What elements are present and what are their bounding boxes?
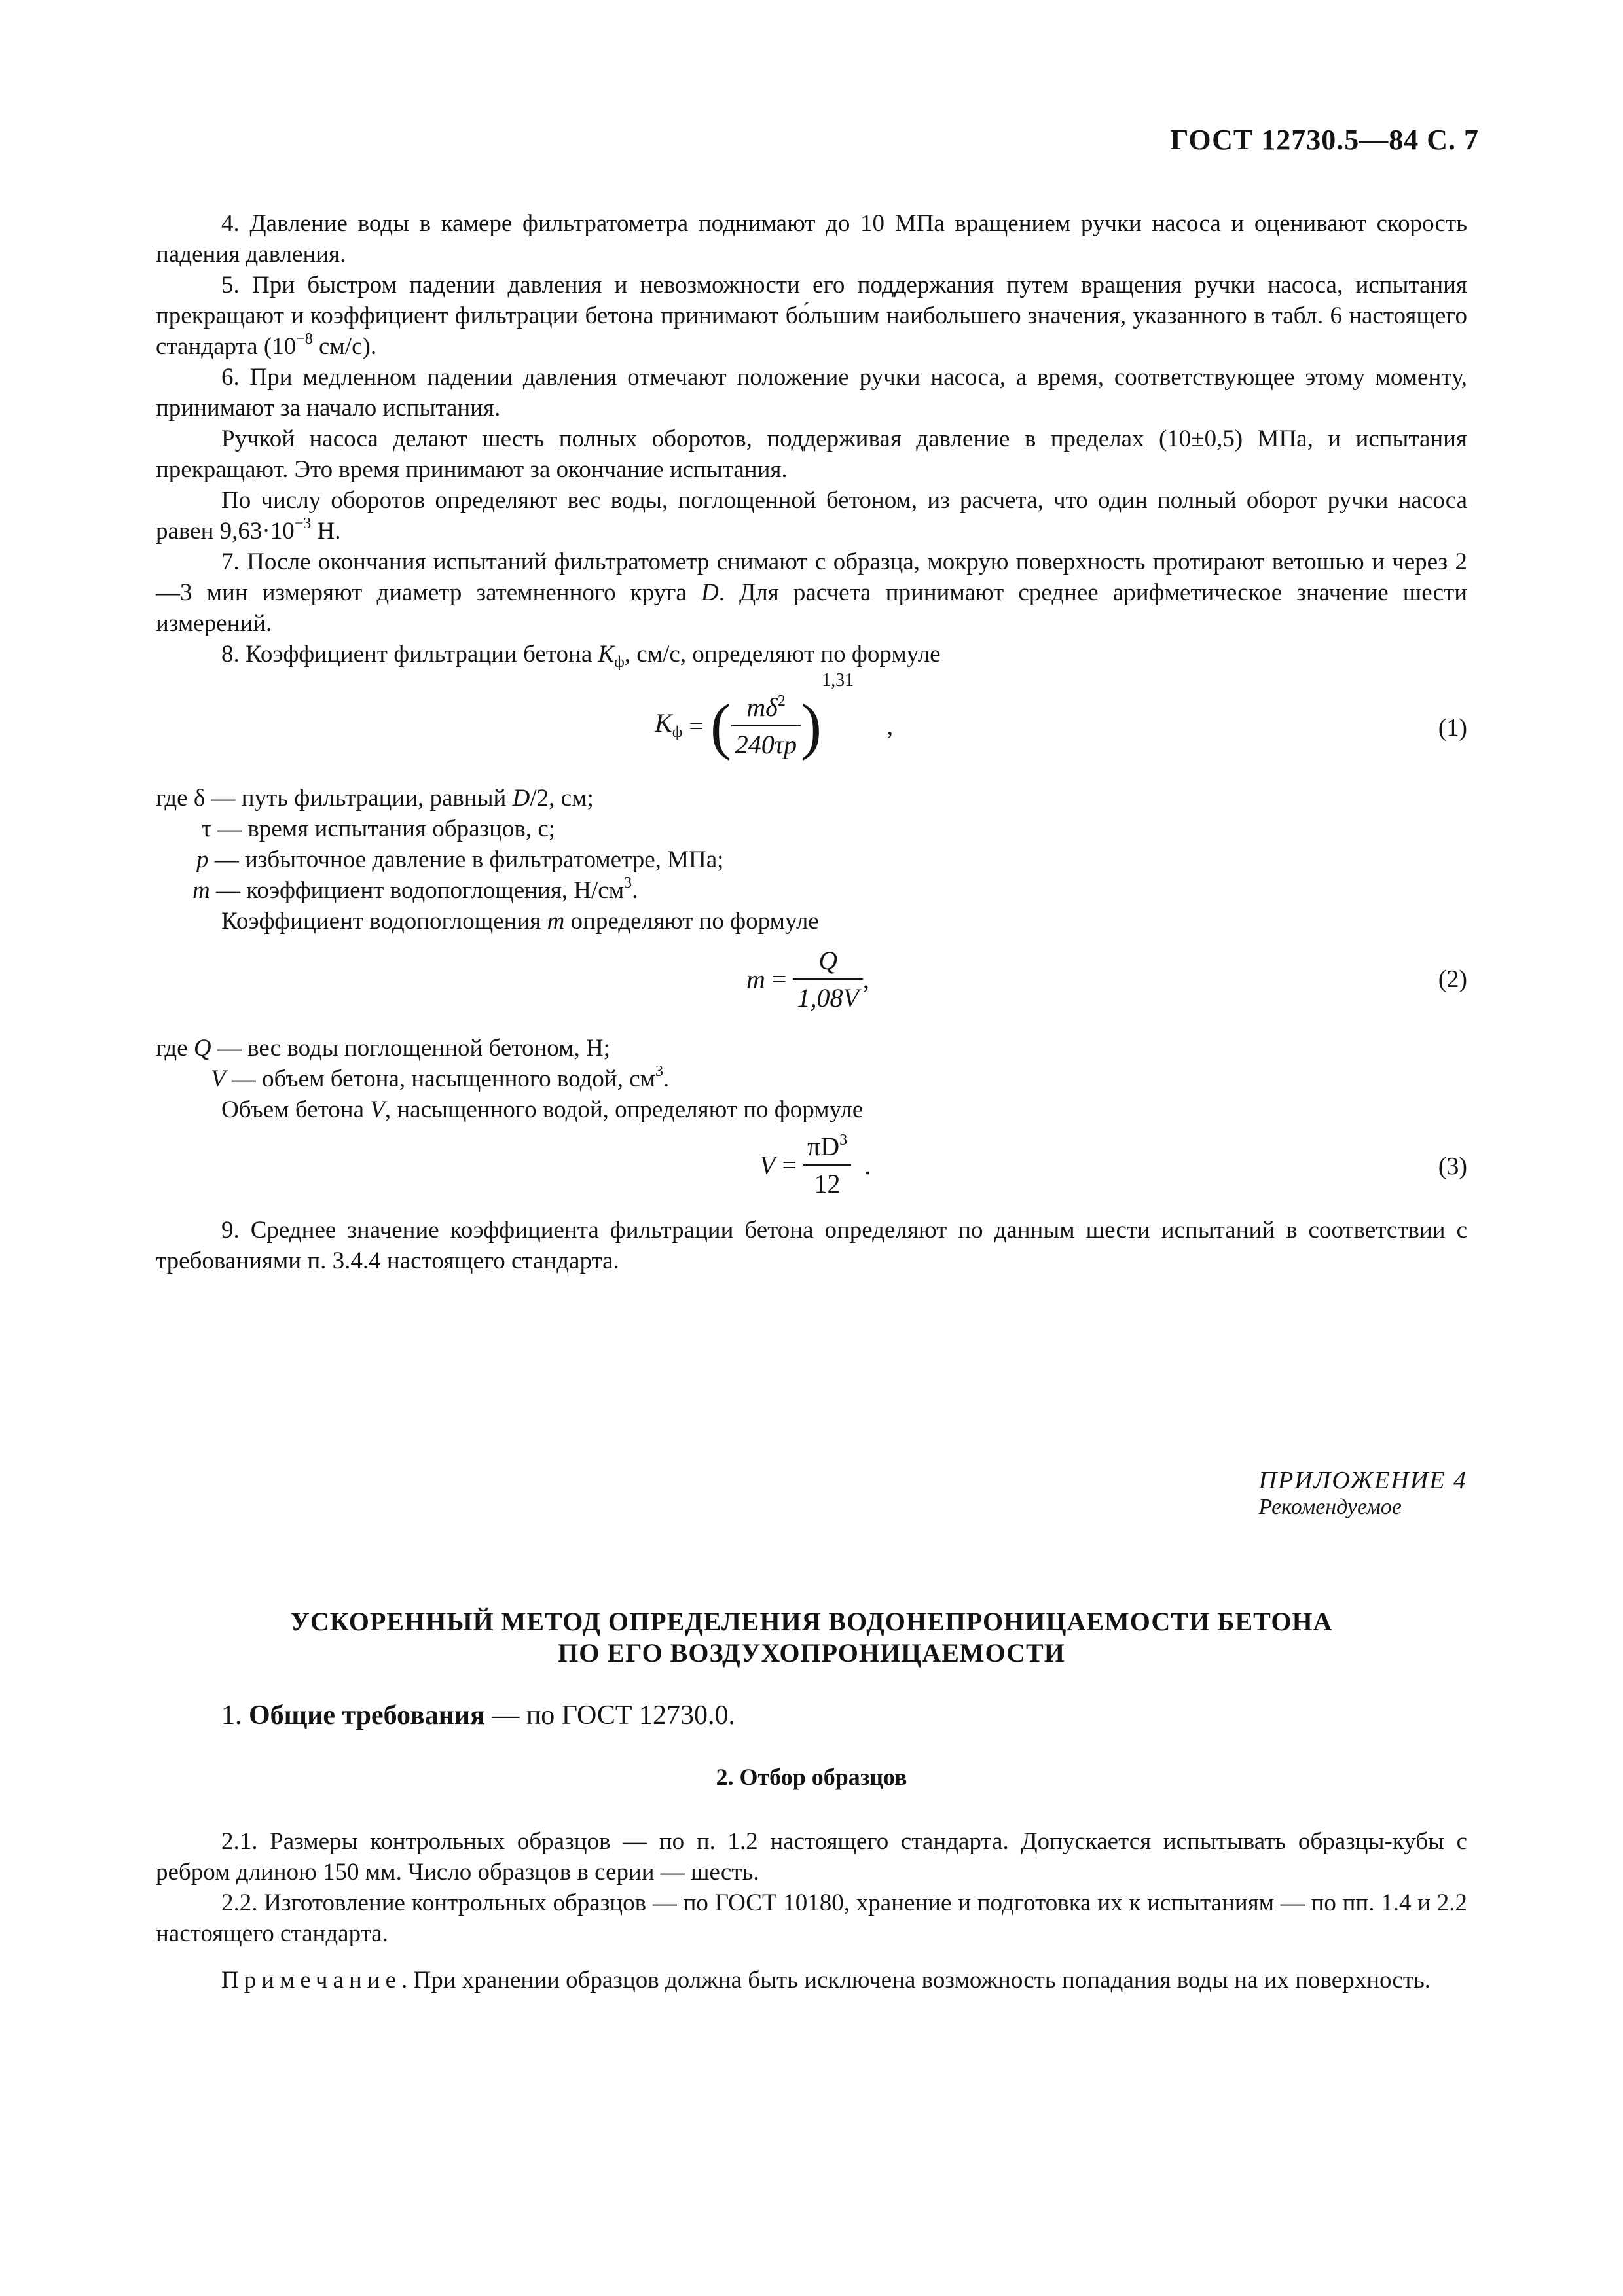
formula-2-denominator: 1,08V (797, 983, 859, 1013)
section-2-title: 2. Отбор образцов (716, 1764, 907, 1790)
formula-1-denominator: 240τp (735, 729, 797, 759)
formula-2: m = $\frac{Q}{1,08V}$ , (746, 946, 869, 1013)
where-1-r1v: D (512, 785, 530, 812)
note-paragraph (156, 1965, 1467, 1996)
where-2-r3a: Объем бетона (221, 1096, 371, 1123)
paragraph-6: 6. При медленном падении давления отмечают положение ручки насоса, а время, соответствующее этому моменту, принимают за начало испытания. (156, 364, 1467, 422)
where-1-r5v: m (547, 908, 565, 935)
formula-1-num-exp: 2 (777, 692, 786, 709)
where-block-1 (156, 783, 819, 937)
where-2-r1a: где (156, 1035, 194, 1062)
where-block-2 (156, 1033, 863, 1125)
paragraph-5 (156, 270, 1467, 362)
paragraph-6c-text: По числу оборотов определяют вес воды, поглощенной бетоном, из расчета, что один полный оборот ручки насоса равен 9,63·10 (156, 487, 1467, 545)
where-2-r2v: V (211, 1066, 226, 1092)
formula-3-fraction (803, 1131, 851, 1199)
paragraph-5-text: 5. При быстром падении давления и невозможности его поддержания путем вращения ручки насоса, испытания прекращают и коэффициент фильтрации бетона принимают бо́льшим наибольшего значения, указанного в табл. 6 настоящего стандарта (10 (156, 272, 1467, 360)
section-title (156, 1606, 1467, 1669)
formula-3-lhs: V (759, 1150, 776, 1180)
formula-1-lhs: K (655, 708, 672, 738)
formula-3-number: (3) (1438, 1153, 1467, 1180)
body-text-p9 (156, 1215, 1467, 1276)
where-1-row-5 (156, 906, 819, 937)
where-2-r2: — объем бетона, насыщенного водой, см (225, 1066, 656, 1092)
appendix-subtitle: Рекомендуемое (1258, 1495, 1402, 1519)
paragraph-8 (156, 639, 1467, 670)
section-1-num: 1. (221, 1700, 249, 1731)
section-2-body (156, 1826, 1467, 1949)
where-1-r3v: p (196, 846, 209, 873)
appendix-label (1259, 1466, 1467, 1520)
formula-3-denominator: 12 (814, 1169, 841, 1198)
section-title-line-2: ПО ЕГО ВОЗДУХОПРОНИЦАЕМОСТИ (558, 1638, 1065, 1668)
section-1-line (156, 1700, 1467, 1731)
section-1 (156, 1700, 1467, 1731)
where-1-r4: — коэффициент водопоглощения, Н/см (210, 877, 625, 904)
formula-2-numerator: Q (818, 946, 838, 975)
where-1-r1a: где δ — путь фильтрации, равный (156, 785, 513, 812)
paragraph-8-end: , см/с, определяют по формуле (624, 641, 941, 668)
paragraph-7-var: D (701, 579, 719, 606)
formula-1-numerator: mδ (746, 692, 778, 722)
formula-3-num-exp: 3 (839, 1132, 848, 1149)
paragraph-7-text: 7. После окончания испытаний фильтратометр снимают с образца, мокрую поверхность протирают ветошью и через 2—3 мин измеряют диаметр затемненного круга (156, 548, 1467, 606)
where-1-r1b: /2, см; (530, 785, 594, 812)
where-1-r4v: m (192, 877, 210, 904)
formula-3: V = $\frac{\pi D^3}{12}$ . (759, 1132, 871, 1198)
where-1-row-3 (156, 844, 819, 875)
paragraph-6c-exponent: −3 (294, 515, 312, 532)
note-block (156, 1965, 1467, 1996)
where-1-r3: — избыточное давление в фильтратометре, МПа; (208, 846, 724, 873)
paragraph-6c (156, 485, 1467, 547)
where-2-row-3 (156, 1094, 863, 1125)
where-2-r2e: 3 (655, 1063, 664, 1080)
paragraph-6c-end: Н. (311, 518, 341, 545)
formula-3-tail: . (864, 1150, 871, 1180)
paragraph-9: 9. Среднее значение коэффициента фильтрации бетона определяют по данным шести испытаний в соответствии с требованиями п. 3.4.4 настоящего стандарта. (156, 1217, 1467, 1274)
body-text-top (156, 208, 1467, 670)
formula-1-fraction (731, 692, 801, 760)
page-header: ГОСТ 12730.5—84 С. 7 (1170, 124, 1479, 156)
where-1-row-4 (156, 875, 819, 906)
paragraph-4: 4. Давление воды в камере фильтратометра поднимают до 10 МПа вращением ручки насоса и оценивают скорость падения давления. (156, 210, 1467, 268)
section-1-bold: Общие требования (249, 1700, 485, 1731)
section-1-rest: — по ГОСТ 12730.0. (484, 1700, 736, 1731)
paragraph-8-text: 8. Коэффициент фильтрации бетона (221, 641, 598, 668)
formula-1: $K_ф$ = ( $\frac{m\delta^2}{240\tau p}$ )$^{1,31}$ , (655, 670, 894, 761)
paragraph-7-end: . Для расчета принимают среднее арифметическое значение шести измерений. (156, 579, 1467, 637)
paragraph-5-end: см/с). (312, 333, 377, 360)
where-1-r4end: . (632, 877, 638, 904)
where-2-row-2 (156, 1064, 863, 1094)
paragraph-8-sub: ф (614, 654, 625, 671)
where-2-r3b: , насыщенного водой, определяют по формуле (384, 1096, 864, 1123)
where-2-r3v: V (370, 1096, 385, 1123)
formula-1-lhs-sub: ф (672, 724, 683, 741)
formula-2-fraction (793, 945, 862, 1013)
where-1-r5b: определяют по формуле (564, 908, 819, 935)
appendix-title: ПРИЛОЖЕНИЕ 4 (1258, 1467, 1467, 1494)
where-1-row-2: τ — время испытания образцов, с; (202, 816, 556, 842)
where-2-r1v: Q (193, 1035, 211, 1062)
where-2-r2end: . (663, 1066, 670, 1092)
formula-3-numerator: πD (807, 1132, 840, 1161)
formula-1-exponent: 1,31 (822, 670, 854, 691)
where-2-r1b: — вес воды поглощенной бетоном, Н; (211, 1035, 611, 1062)
section-title-line-1: УСКОРЕННЫЙ МЕТОД ОПРЕДЕЛЕНИЯ ВОДОНЕПРОНИЦАЕМОСТИ БЕТОНА (290, 1607, 1333, 1636)
paragraph-2-2: 2.2. Изготовление контрольных образцов — по ГОСТ 10180, хранение и подготовка их к испытаниям — по пп. 1.4 и 2.2 настоящего стандарта. (156, 1890, 1467, 1947)
where-2-row-1 (156, 1033, 863, 1064)
paragraph-7 (156, 547, 1467, 639)
formula-1-number: (1) (1438, 714, 1467, 742)
where-1-r5a: Коэффициент водопоглощения (221, 908, 547, 935)
formula-2-number: (2) (1438, 965, 1467, 993)
where-1-row-1 (156, 783, 819, 814)
note-text: . При хранении образцов должна быть исключена возможность попадания воды на их поверхность. (401, 1967, 1431, 1994)
paragraph-6b: Ручкой насоса делают шесть полных оборотов, поддерживая давление в пределах (10±0,5) МПа, и испытания прекращают. Это время принимают за окончание испытания. (156, 425, 1467, 483)
paragraph-5-exponent: −8 (296, 331, 313, 348)
formula-2-lhs: m (746, 964, 765, 994)
where-1-r4e: 3 (624, 874, 632, 891)
formula-1-tail: , (886, 711, 894, 741)
paragraph-2-1: 2.1. Размеры контрольных образцов — по п. 1.2 настоящего стандарта. Допускается испытывать образцы-кубы с ребром длиною 150 мм. Число образцов в серии — шесть. (156, 1828, 1467, 1886)
formula-2-tail: , (862, 964, 869, 994)
paragraph-8-var: K (598, 641, 615, 668)
note-label: Примечание (221, 1967, 401, 1994)
